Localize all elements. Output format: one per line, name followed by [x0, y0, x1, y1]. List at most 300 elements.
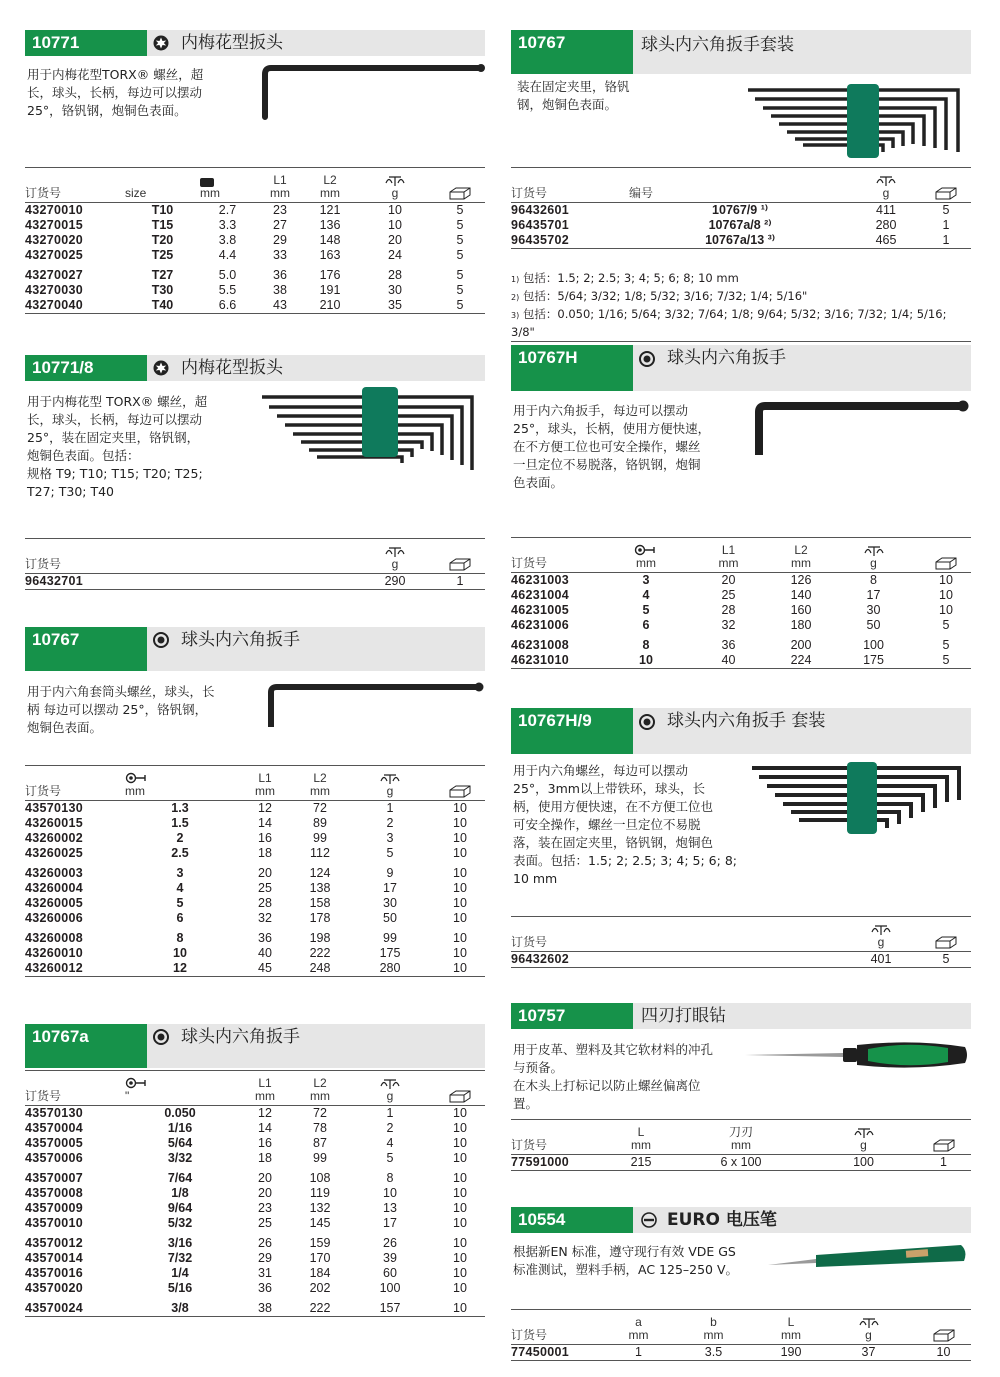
order-number: 43270030	[25, 283, 84, 297]
table-row	[25, 961, 485, 977]
order-number: 43570005	[25, 1136, 84, 1150]
cell: 3.8	[218, 233, 237, 247]
footnote-1: 1) 包括：1.5; 2; 2.5; 3; 4; 5; 6; 8; 10 mm	[511, 271, 739, 285]
cell: 16	[258, 1136, 272, 1150]
order-number: 43260004	[25, 881, 84, 895]
cell: 290	[355, 574, 435, 590]
cell: 4	[386, 1136, 394, 1150]
order-number: 43570016	[25, 1266, 84, 1280]
cell: 10	[388, 218, 402, 232]
cell: 10	[453, 881, 467, 895]
table-row	[25, 218, 485, 233]
cell: 10767/9 ¹⁾	[712, 203, 768, 217]
cell: 280	[345, 961, 435, 977]
cell: 38	[235, 1296, 295, 1317]
cell: 191	[319, 283, 341, 297]
description: 用于内六角扳手，每边可以摆动 25°，球头，长柄，使用方便快速， 在不方便工位也可安全操作，螺丝 一旦定位不易脱落，铬钒钢，炮铜 色表面。	[513, 403, 711, 490]
hex-set-image	[743, 82, 971, 164]
cell: 126	[790, 573, 812, 587]
cell: 200	[790, 638, 812, 652]
section-header	[511, 1003, 971, 1029]
section-header	[511, 708, 971, 754]
table-row	[511, 633, 971, 653]
cell: 10	[453, 896, 467, 910]
order-number: 96432601	[511, 203, 570, 217]
table-row	[25, 861, 485, 881]
cell: 78	[313, 1121, 327, 1135]
table-row	[511, 1345, 971, 1361]
hex-ball-icon	[639, 714, 655, 730]
table-row	[511, 1155, 971, 1171]
section-title: 内梅花型扳头	[181, 33, 283, 53]
cell: 28	[721, 603, 736, 617]
cell: 20	[388, 233, 402, 247]
table-row	[25, 203, 485, 219]
cell: 2	[176, 831, 184, 845]
table-row	[25, 896, 485, 911]
cell: 140	[790, 588, 812, 602]
cell: 1	[921, 233, 971, 249]
cell: 2.7	[218, 203, 237, 217]
cell: 3	[386, 831, 394, 845]
cell: 16	[258, 831, 272, 845]
order-number: 43570004	[25, 1121, 84, 1135]
cell: 222	[295, 1296, 345, 1317]
order-number: 43260005	[25, 896, 84, 910]
slotted-screw-icon	[641, 1212, 657, 1228]
order-number: 43570009	[25, 1201, 84, 1215]
cell: 180	[790, 618, 812, 632]
cell: 10	[453, 1171, 467, 1185]
article-code: 10767H	[511, 345, 633, 391]
cell: 411	[876, 203, 896, 217]
article-code: 10767	[25, 627, 147, 671]
cell: 10	[453, 1186, 467, 1200]
section-header	[511, 345, 971, 391]
section-title: 四刃打眼钻	[641, 1006, 726, 1026]
cell: 280	[875, 218, 897, 232]
torx-icon	[153, 35, 169, 51]
cell: 20	[258, 866, 272, 880]
cell: 8	[870, 573, 877, 587]
cell: 37	[821, 1345, 916, 1361]
cell: 222	[309, 946, 331, 960]
cell: 32	[258, 911, 272, 925]
order-number: 43260012	[25, 961, 125, 977]
cell: 2	[386, 1121, 394, 1135]
table-row	[25, 298, 485, 314]
description: 用于内梅花型 TORX® 螺丝，超 长，球头，长柄，每边可以摆动 25°，装在固定夹里，铬钒钢， 炮铜色表面。包括： 规格 T9; T10; T15; T20; T25; T27; T30; T40	[27, 394, 208, 499]
order-number: 77591000	[511, 1155, 611, 1171]
cell: 25	[721, 588, 736, 602]
footnotes	[511, 270, 971, 342]
cell: 157	[345, 1296, 435, 1317]
cell: 9/64	[167, 1201, 193, 1215]
cell: 5	[942, 618, 950, 632]
order-number: 43270027	[25, 268, 84, 282]
cell: T20	[151, 233, 174, 247]
table-row	[25, 1166, 485, 1186]
cell: 160	[790, 603, 812, 617]
table-row	[25, 1231, 485, 1251]
package-icon	[448, 1090, 472, 1103]
cell: 1	[386, 1106, 394, 1120]
cell: 5	[942, 203, 950, 217]
cell: 10	[453, 866, 467, 880]
order-number: 43270020	[25, 233, 84, 247]
cell: 10	[939, 588, 953, 602]
article-code: 10767a	[25, 1024, 147, 1068]
table-row	[25, 926, 485, 946]
cell: 3.5	[666, 1345, 761, 1361]
package-icon	[448, 187, 472, 200]
cell: 50	[383, 911, 397, 925]
cell: 10	[435, 1296, 485, 1317]
cell: 1/16	[167, 1121, 193, 1135]
cell: 3/32	[167, 1151, 193, 1165]
cell: 27	[273, 218, 287, 232]
cell: 6	[176, 911, 184, 925]
cell: 4	[176, 881, 184, 895]
cell: 10767a/8 ²⁾	[708, 218, 772, 232]
order-number: 43570024	[25, 1296, 125, 1317]
section-header	[25, 30, 485, 56]
cell: 5/32	[167, 1216, 193, 1230]
cell: 10767a/13 ³⁾	[629, 233, 851, 249]
spec-table: 订货号 编号 g 96432601 10767/9 ¹⁾ 411 5 96435701 10767a/8 ²⁾ 280 1 96435702 10767a/13 ³⁾ 465 1	[511, 167, 971, 249]
torx-icon	[153, 360, 169, 376]
footnote-2: 2) 包括：5/64; 3/32; 1/8; 5/32; 3/16; 7/32; 1/4; 5/16"	[511, 289, 808, 303]
cell: 25	[258, 1216, 272, 1230]
cell: 175	[379, 946, 401, 960]
order-number: 43570010	[25, 1216, 84, 1230]
description: 根据新EN 标准，遵守现行有效 VDE GS 标准测试，塑料手柄，AC 125–250 V。	[513, 1244, 739, 1277]
cell: 138	[309, 881, 331, 895]
table-row	[25, 574, 485, 590]
order-number: 43570130	[25, 801, 84, 815]
cell: 10	[453, 1216, 467, 1230]
cell: 0.050	[164, 1106, 196, 1120]
order-number: 43570008	[25, 1186, 84, 1200]
cell: 145	[309, 1216, 331, 1230]
order-number: 43270010	[25, 203, 84, 217]
table-row	[25, 1201, 485, 1216]
section-10767	[25, 627, 485, 1002]
cell: 5	[176, 896, 184, 910]
spec-table: 订货号 L mm 刀刃 mm g 77591000 215 6 x 100 100 1	[511, 1119, 971, 1171]
hex-ball-icon	[153, 632, 169, 648]
cell: 12	[125, 961, 235, 977]
description: 用于皮革、塑料及其它软材料的冲孔 与预备。 在木头上打标记以防止螺丝偏离位 置。	[513, 1042, 714, 1111]
section-10771	[25, 30, 485, 335]
cell: 10	[453, 1281, 467, 1295]
cell: 5	[942, 638, 950, 652]
cell: 10	[453, 1251, 467, 1265]
cell: 163	[319, 248, 341, 262]
spec-table: 订货号 g 96432602 401 5	[511, 916, 971, 968]
cell: 36	[258, 1281, 272, 1295]
order-number: 46231006	[511, 618, 570, 632]
cell: 5	[456, 268, 464, 282]
cell: 215	[611, 1155, 671, 1171]
cell: 10	[916, 1345, 971, 1361]
cell: 248	[295, 961, 345, 977]
cell: 99	[313, 831, 327, 845]
cell: 7/64	[167, 1171, 193, 1185]
cell: 6 x 100	[671, 1155, 811, 1171]
hex-ball-icon	[639, 351, 655, 367]
section-title: 球头内六角扳手 套装	[667, 711, 826, 731]
cell: 5	[456, 283, 464, 297]
order-number: 46231010	[511, 653, 611, 669]
cell: 10	[453, 1136, 467, 1150]
article-code: 10771	[25, 30, 147, 56]
order-number: 43570006	[25, 1151, 84, 1165]
section-title: 球头内六角扳手	[667, 348, 786, 368]
cell: 170	[309, 1251, 331, 1265]
cell: 3	[642, 573, 650, 587]
cell: 89	[313, 816, 327, 830]
table-row	[511, 588, 971, 603]
cell: 17	[383, 1216, 397, 1230]
cell: 7/32	[167, 1251, 193, 1265]
cell: 5/64	[167, 1136, 193, 1150]
cell: 50	[866, 618, 881, 632]
cell: 9	[386, 866, 394, 880]
cell: 178	[309, 911, 331, 925]
order-number: 43260002	[25, 831, 84, 845]
cell: 35	[355, 298, 435, 314]
order-number: 43570014	[25, 1251, 84, 1265]
cell: 18	[258, 1151, 272, 1165]
cell: 60	[383, 1266, 397, 1280]
package-icon	[934, 936, 958, 949]
description: 装在固定夹里，铬钒 钢，炮铜色表面。	[517, 79, 630, 112]
section-header	[25, 1024, 485, 1068]
cell: 10	[435, 961, 485, 977]
footnote-3: 3) 包括：0.050; 1/16; 5/64; 3/32; 7/64; 1/8; 9/64; 5/32; 3/16; 7/32; 1/4; 5/16; 3/8"	[511, 306, 971, 342]
cell: 8	[642, 638, 650, 652]
cell: 29	[273, 233, 287, 247]
order-number: 43270015	[25, 218, 84, 232]
table-row	[25, 1281, 485, 1296]
order-number: 46231008	[511, 638, 570, 652]
article-code: 10771/8	[25, 355, 147, 381]
cell: 136	[319, 218, 341, 232]
cell: 38	[273, 283, 287, 297]
section-title: 球头内六角扳手套装	[641, 35, 794, 55]
cell: 10	[453, 846, 467, 860]
order-number: 96435702	[511, 233, 629, 249]
cell: 1/8	[171, 1186, 189, 1200]
order-number: 96435701	[511, 218, 570, 232]
cell: 1.3	[171, 801, 189, 815]
order-number: 43570012	[25, 1236, 84, 1250]
cell: 5	[386, 1151, 394, 1165]
hex-key-image	[263, 682, 485, 732]
hex-key-h-image	[749, 400, 971, 460]
cell: 12	[258, 1106, 272, 1120]
cell: 17	[383, 881, 397, 895]
cell: 23	[273, 203, 287, 217]
cell: 28	[258, 896, 272, 910]
torx-key-image	[255, 62, 485, 122]
cell: 5	[386, 846, 394, 860]
cell: 29	[258, 1251, 272, 1265]
table-row	[25, 283, 485, 298]
cell: 4.4	[218, 248, 237, 262]
table-row	[25, 1216, 485, 1231]
section-10767a	[25, 1024, 485, 1354]
order-number: 43260025	[25, 846, 84, 860]
package-icon	[932, 1329, 956, 1342]
voltage-tester-image	[766, 1241, 971, 1273]
spec-table: 订货号 mm L1 mm L2 mm g 43570130 1.3 12 72 1 10 43260015 1.5 14 89 2 10 43260002 2 16 99 3 10 43260025 2.5 18 112 5 10 43260003 3 20 124 9 10 43260004 4 25 138 17 10 43260005 5 28 158 30 10 43260006 6 32 178 50 10 43260008 8 36 198 99 10 43260010 10 40 222 175 10 43260012 12 45 248 280 10	[25, 765, 485, 977]
cell: 4	[642, 588, 650, 602]
cell: 100	[379, 1281, 401, 1295]
package-icon	[448, 785, 472, 798]
table-row	[25, 1186, 485, 1201]
cell: 175	[826, 653, 921, 669]
order-number: 43260015	[25, 816, 84, 830]
order-number: 46231003	[511, 573, 570, 587]
cell: 8	[176, 931, 184, 945]
cell: 40	[258, 946, 272, 960]
order-number: 43570130	[25, 1106, 84, 1120]
table-row	[25, 801, 485, 817]
cell: 10	[939, 603, 953, 617]
cell: 121	[319, 203, 341, 217]
section-title: EURO 电压笔	[667, 1210, 777, 1230]
cell: 10	[611, 653, 681, 669]
cell: 5	[456, 218, 464, 232]
cell: 10	[453, 831, 467, 845]
package-icon	[934, 557, 958, 570]
cell: 10	[453, 1151, 467, 1165]
cell: 108	[309, 1171, 331, 1185]
cell: 5	[435, 298, 485, 314]
cell: T30	[151, 283, 174, 297]
cell: 13	[383, 1201, 397, 1215]
cell: T15	[151, 218, 174, 232]
cell: 14	[258, 1121, 272, 1135]
cell: 5.5	[218, 283, 237, 297]
cell: 10	[453, 946, 467, 960]
cell: 99	[383, 931, 397, 945]
section-header	[511, 1207, 971, 1233]
order-number: 96432701	[25, 574, 355, 590]
cell: 5	[456, 203, 464, 217]
order-number: 43570007	[25, 1171, 84, 1185]
cell: 10	[453, 1266, 467, 1280]
order-number: 77450001	[511, 1345, 611, 1361]
cell: 3/16	[167, 1236, 193, 1250]
cell: 2	[386, 816, 394, 830]
cell: 3	[176, 866, 184, 880]
cell: 10	[453, 1201, 467, 1215]
cell: 5	[456, 248, 464, 262]
cell: 33	[273, 248, 287, 262]
order-number: 43260010	[25, 946, 84, 960]
table-row	[25, 248, 485, 263]
article-code: 10767H/9	[511, 708, 633, 754]
cell: 18	[258, 846, 272, 860]
section-10757	[511, 1003, 971, 1188]
section-10554	[511, 1207, 971, 1372]
cell: 10	[388, 203, 402, 217]
section-10767H-9	[511, 708, 971, 983]
cell: 30	[388, 283, 402, 297]
table-row	[25, 1296, 485, 1317]
table-row	[511, 653, 971, 669]
cell: 45	[235, 961, 295, 977]
cell: 39	[383, 1251, 397, 1265]
awl-image	[743, 1037, 971, 1073]
section-title: 内梅花型扳头	[181, 358, 283, 378]
cell: 202	[309, 1281, 331, 1295]
order-number: 43260008	[25, 931, 84, 945]
cell: 100	[863, 638, 884, 652]
cell: T25	[151, 248, 174, 262]
table-row	[25, 1136, 485, 1151]
cell: 20	[258, 1186, 272, 1200]
section-header	[511, 30, 971, 74]
cell: 30	[383, 896, 397, 910]
spec-table: 订货号 " L1 mm L2 mm g 43570130 0.050 12 72 1 10 43570004 1/16 14 78 2 10 43570005 5/64 16 87 4 10 43570006 3/32 18 99 5 10 43570007 7/64 20 108 8 10 43570008 1/8 20 119 10 10 43570009 9/64 23 132 13 10 43570010 5/32 25 145 17 10 43570012 3/16 26 159 26 10 43570014 7/32 29 170 39 10 43570016 1/4 31 184 60 10 43570020 5/16 36 202 100 10 43570024 3/8 38 222 157 10	[25, 1070, 485, 1317]
cell: T40	[125, 298, 200, 314]
table-row	[25, 911, 485, 926]
article-code: 10757	[511, 1003, 633, 1029]
table-row	[25, 263, 485, 283]
section-10767H	[511, 345, 971, 685]
cell: 72	[313, 1106, 327, 1120]
cell: 5	[456, 233, 464, 247]
table-row	[25, 846, 485, 861]
section-10767-set	[511, 30, 971, 339]
cell: 1	[942, 218, 950, 232]
article-code: 10554	[511, 1207, 633, 1233]
cell: 10	[453, 1236, 467, 1250]
table-row	[511, 203, 971, 219]
cell: 87	[313, 1136, 327, 1150]
cell: 10	[939, 573, 953, 587]
spec-table: 订货号 g 96432701 290 1	[25, 538, 485, 590]
section-header	[25, 627, 485, 671]
cell: 5	[642, 603, 650, 617]
table-row	[511, 952, 971, 968]
cell: 10	[173, 946, 187, 960]
cell: 465	[851, 233, 921, 249]
cell: 224	[776, 653, 826, 669]
order-number: 46231005	[511, 603, 570, 617]
table-row	[25, 1266, 485, 1281]
cell: 1	[435, 574, 485, 590]
cell: 10	[453, 1121, 467, 1135]
cell: 159	[309, 1236, 331, 1250]
cell: 28	[388, 268, 402, 282]
section-header	[25, 355, 485, 381]
cell: 26	[383, 1236, 397, 1250]
cell: 190	[761, 1345, 821, 1361]
table-row	[25, 816, 485, 831]
cell: 72	[313, 801, 327, 815]
cell: 36	[721, 638, 736, 652]
table-row	[25, 1251, 485, 1266]
table-row	[511, 233, 971, 249]
table-row	[511, 218, 971, 233]
cell: 210	[305, 298, 355, 314]
section-title: 球头内六角扳手	[181, 630, 300, 650]
